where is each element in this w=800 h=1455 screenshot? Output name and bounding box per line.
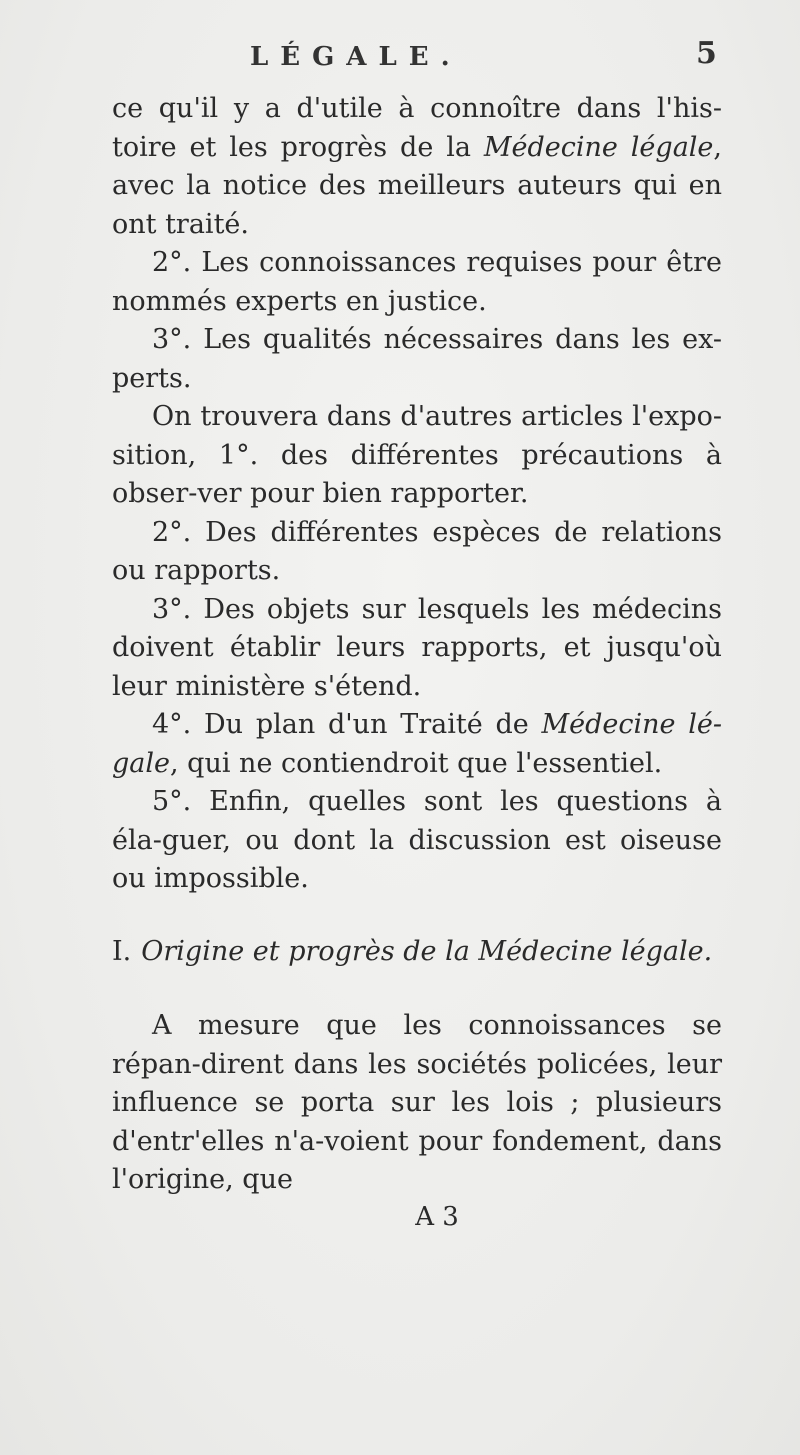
page-number: 5 xyxy=(696,36,717,71)
text-span: , avec la notice des meilleurs auteurs qui en ont traité. xyxy=(112,131,723,240)
paragraph-articles: On trouvera dans d'autres articles l'expo-sition, 1°. des différentes précautions à obser-ver pour bien rapporter. xyxy=(112,401,722,509)
italic-term: Médecine lé-gale xyxy=(112,709,722,779)
running-head xyxy=(0,36,800,82)
text-span: , qui ne contiendroit que l'essentiel. xyxy=(170,747,663,779)
body-text xyxy=(112,90,722,1234)
section-title: Origine et progrès de la Médecine légale. xyxy=(141,935,713,967)
printer-signature: A 3 xyxy=(415,1201,459,1232)
list-item-relations: 2°. Des différentes espèces de relations ou rapports. xyxy=(112,516,722,586)
list-item-2: 2°. Les connoissances requises pour être nommés experts en justice. xyxy=(112,247,722,317)
paragraph-origins: A mesure que les connoissances se répan-dirent dans les sociétés policées, leur influence se porta sur les lois ; plusieurs d'entr'elles n'a-voient pour fondement, dans l'origine, que xyxy=(112,1010,722,1195)
section-number: I. xyxy=(112,935,132,967)
running-title: LÉGALE. xyxy=(250,42,462,72)
list-item-objects: 3°. Des objets sur lesquels les médecins doivent établir leurs rapports, et jusqu'où leur ministère s'étend. xyxy=(112,593,722,702)
text-span: ce qu'il y a d'utile à connoître dans l'his-toire et les progrès de la xyxy=(112,93,722,163)
list-item-plan xyxy=(112,706,722,783)
text-span: 4°. Du plan d'un Traité de xyxy=(152,709,542,740)
italic-term: Médecine légale xyxy=(483,131,714,163)
list-item-questions: 5°. Enfin, quelles sont les questions à éla-guer, ou dont la discussion est oiseuse ou impossible. xyxy=(112,786,722,894)
list-item-3: 3°. Les qualités nécessaires dans les ex-perts. xyxy=(112,324,722,394)
paragraph-intro-continuation xyxy=(112,90,722,244)
section-heading xyxy=(112,933,722,972)
